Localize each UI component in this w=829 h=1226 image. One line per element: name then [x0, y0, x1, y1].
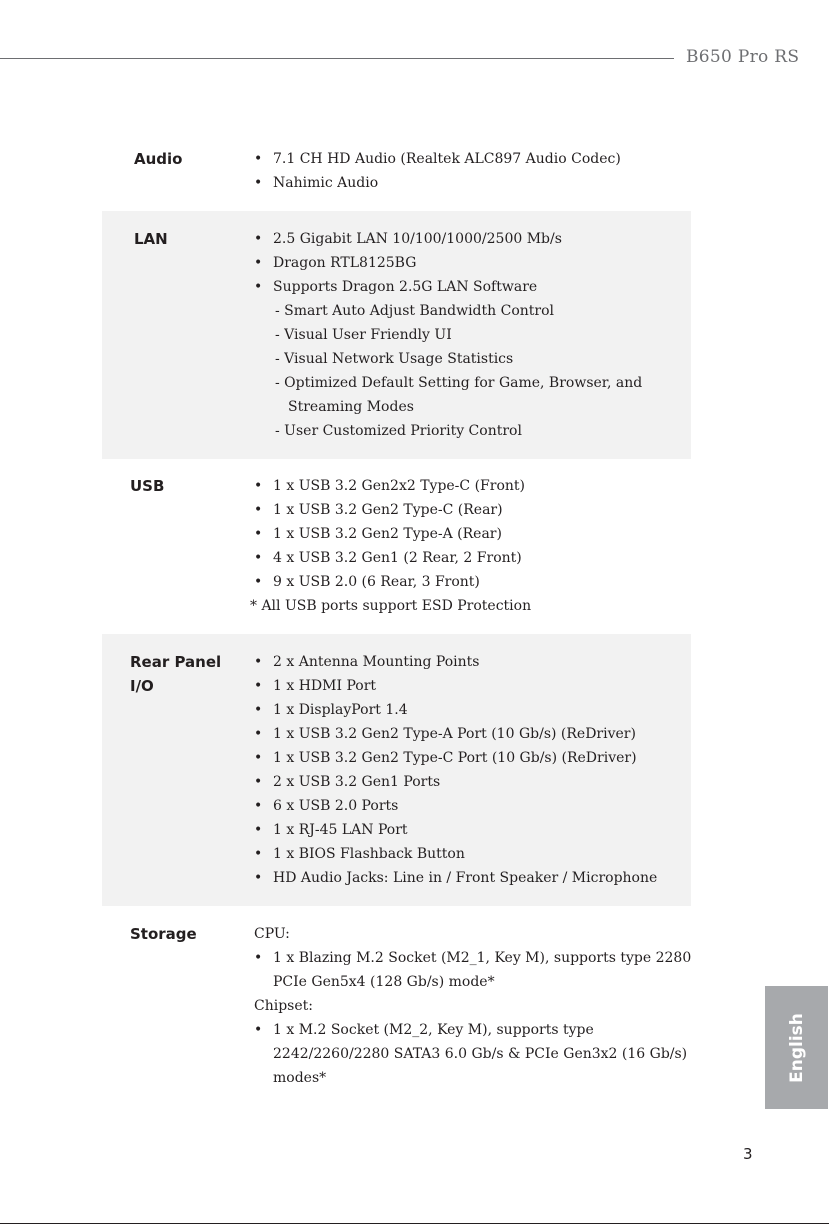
list-item: • 1 x RJ-45 LAN Port [254, 818, 694, 842]
header-rule [0, 58, 674, 59]
language-tab [765, 986, 828, 1109]
cpu-heading: CPU: [254, 926, 290, 942]
list-item: • 2.5 Gigabit LAN 10/100/1000/2500 Mb/s [254, 227, 694, 251]
chipset-heading: Chipset: [254, 998, 313, 1014]
storage-section [102, 922, 691, 1098]
model-title: B650 Pro RS [686, 47, 800, 67]
list-item: • 2 x USB 3.2 Gen1 Ports [254, 770, 694, 794]
audio-section [102, 147, 691, 207]
list-item: • 1 x M.2 Socket (M2_2, Key M), supports type [254, 1018, 694, 1042]
list-item: • 1 x HDMI Port [254, 674, 694, 698]
list-item: • 1 x USB 3.2 Gen2 Type-A Port (10 Gb/s) (ReDriver) [254, 722, 694, 746]
list-item: • Dragon RTL8125BG [254, 251, 694, 275]
audio-label: Audio [134, 150, 183, 168]
list-item: • 1 x USB 3.2 Gen2 Type-C Port (10 Gb/s) (ReDriver) [254, 746, 694, 770]
list-item: • HD Audio Jacks: Line in / Front Speaker / Microphone [254, 866, 694, 890]
page-number: 3 [743, 1145, 753, 1163]
sub-item: - Optimized Default Setting for Game, Browser, and [275, 375, 643, 391]
usb-note: * All USB ports support ESD Protection [250, 598, 532, 614]
sub-item: - Smart Auto Adjust Bandwidth Control [275, 303, 554, 319]
usb-list [250, 474, 694, 618]
list-item: • 1 x BIOS Flashback Button [254, 842, 694, 866]
list-item: • 2 x Antenna Mounting Points [254, 650, 694, 674]
audio-list [254, 147, 694, 195]
sub-item: - Visual User Friendly UI [275, 327, 452, 343]
sub-item: - User Customized Priority Control [275, 423, 522, 439]
list-item-continuation: PCIe Gen5x4 (128 Gb/s) mode* [273, 974, 495, 990]
list-item: • 1 x USB 3.2 Gen2 Type-A (Rear) [254, 522, 694, 546]
lan-label: LAN [134, 230, 168, 248]
list-item-continuation: 2242/2260/2280 SATA3 6.0 Gb/s & PCIe Gen3x2 (16 Gb/s) [273, 1046, 688, 1062]
lan-section [102, 211, 691, 459]
rear-io-label-line2: I/O [130, 677, 154, 695]
list-item: • 1 x USB 3.2 Gen2 Type-C (Rear) [254, 498, 694, 522]
rear-io-list [254, 650, 694, 890]
sub-item-continuation: Streaming Modes [288, 399, 414, 415]
list-item: • 6 x USB 2.0 Ports [254, 794, 694, 818]
list-item: • 9 x USB 2.0 (6 Rear, 3 Front) [254, 570, 694, 594]
usb-section [102, 474, 691, 624]
list-item: • 4 x USB 3.2 Gen1 (2 Rear, 2 Front) [254, 546, 694, 570]
rear-io-label-line1: Rear Panel [130, 653, 222, 671]
rear-io-section [102, 634, 691, 906]
lan-list [254, 227, 694, 443]
list-item: • 1 x USB 3.2 Gen2x2 Type-C (Front) [254, 474, 694, 498]
list-item: • Supports Dragon 2.5G LAN Software [254, 275, 694, 299]
language-tab-label: English [786, 1012, 807, 1083]
sub-item: - Visual Network Usage Statistics [275, 351, 514, 367]
footer-rule [0, 1223, 829, 1224]
storage-list [254, 922, 694, 1090]
storage-label: Storage [130, 925, 197, 943]
list-item-continuation: modes* [273, 1070, 327, 1086]
list-item: • 1 x DisplayPort 1.4 [254, 698, 694, 722]
list-item: • 1 x Blazing M.2 Socket (M2_1, Key M), supports type 2280 [254, 946, 694, 970]
list-item: • 7.1 CH HD Audio (Realtek ALC897 Audio Codec) [254, 147, 694, 171]
list-item: • Nahimic Audio [254, 171, 694, 195]
usb-label: USB [130, 477, 165, 495]
rear-io-label [130, 650, 221, 698]
